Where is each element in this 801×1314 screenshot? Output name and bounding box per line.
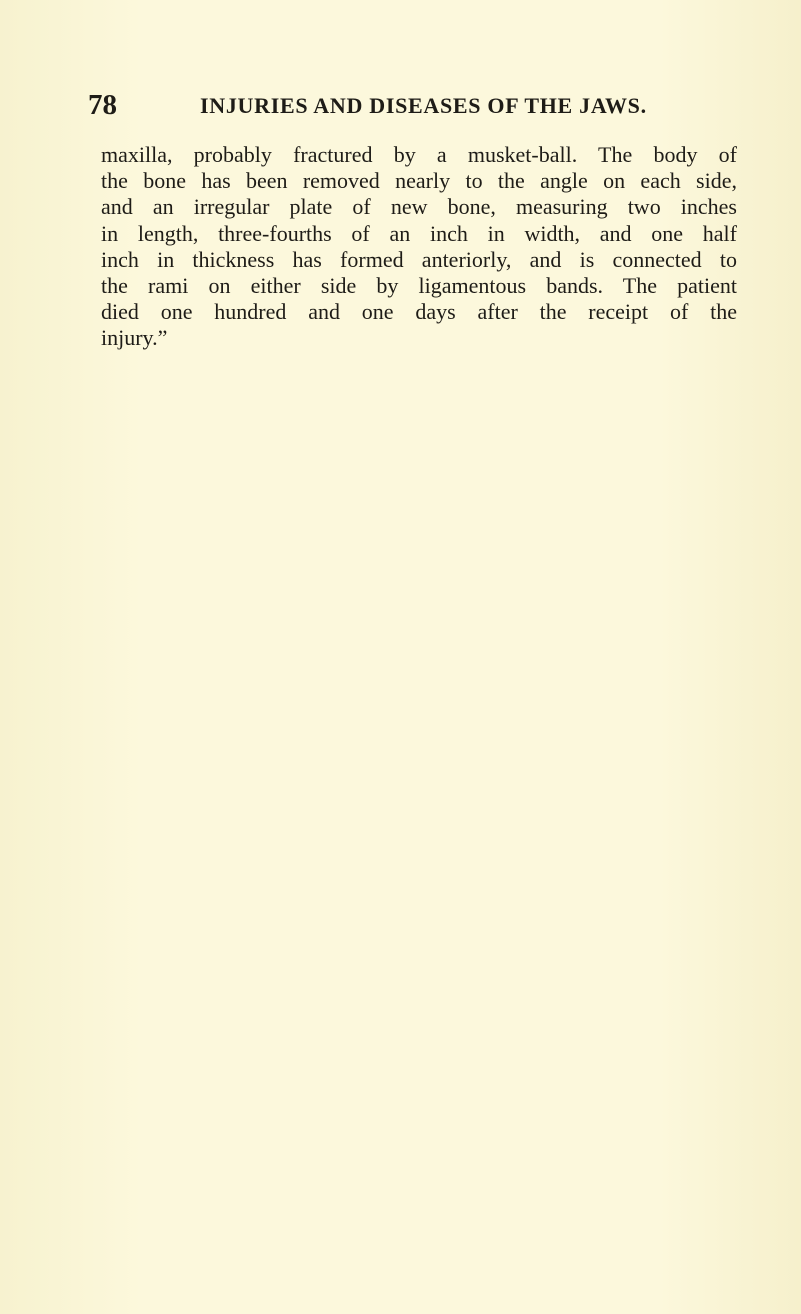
paragraph-line-2: the bone has been removed nearly to the angle on each side, bbox=[101, 168, 737, 194]
paragraph-line-4: in length, three-fourths of an inch in width, and one half bbox=[101, 220, 737, 246]
paragraph-line-7: died one hundred and one days after the receipt of the bbox=[101, 299, 737, 325]
paragraph-line-8: injury.” bbox=[101, 325, 168, 351]
paragraph-line-3: and an irregular plate of new bone, measuring two inches bbox=[101, 194, 737, 220]
page-number: 78 bbox=[88, 89, 117, 121]
body-paragraph bbox=[101, 142, 737, 352]
paragraph-line-6: the rami on either side by ligamentous bands. The patient bbox=[101, 273, 737, 299]
running-title: INJURIES AND DISEASES OF THE JAWS. bbox=[200, 93, 647, 118]
paragraph-line-5: inch in thickness has formed anteriorly, and is connected to bbox=[101, 246, 737, 272]
paragraph-line-1: maxilla, probably fractured by a musket-ball. The body of bbox=[101, 142, 737, 167]
running-head bbox=[88, 89, 743, 123]
